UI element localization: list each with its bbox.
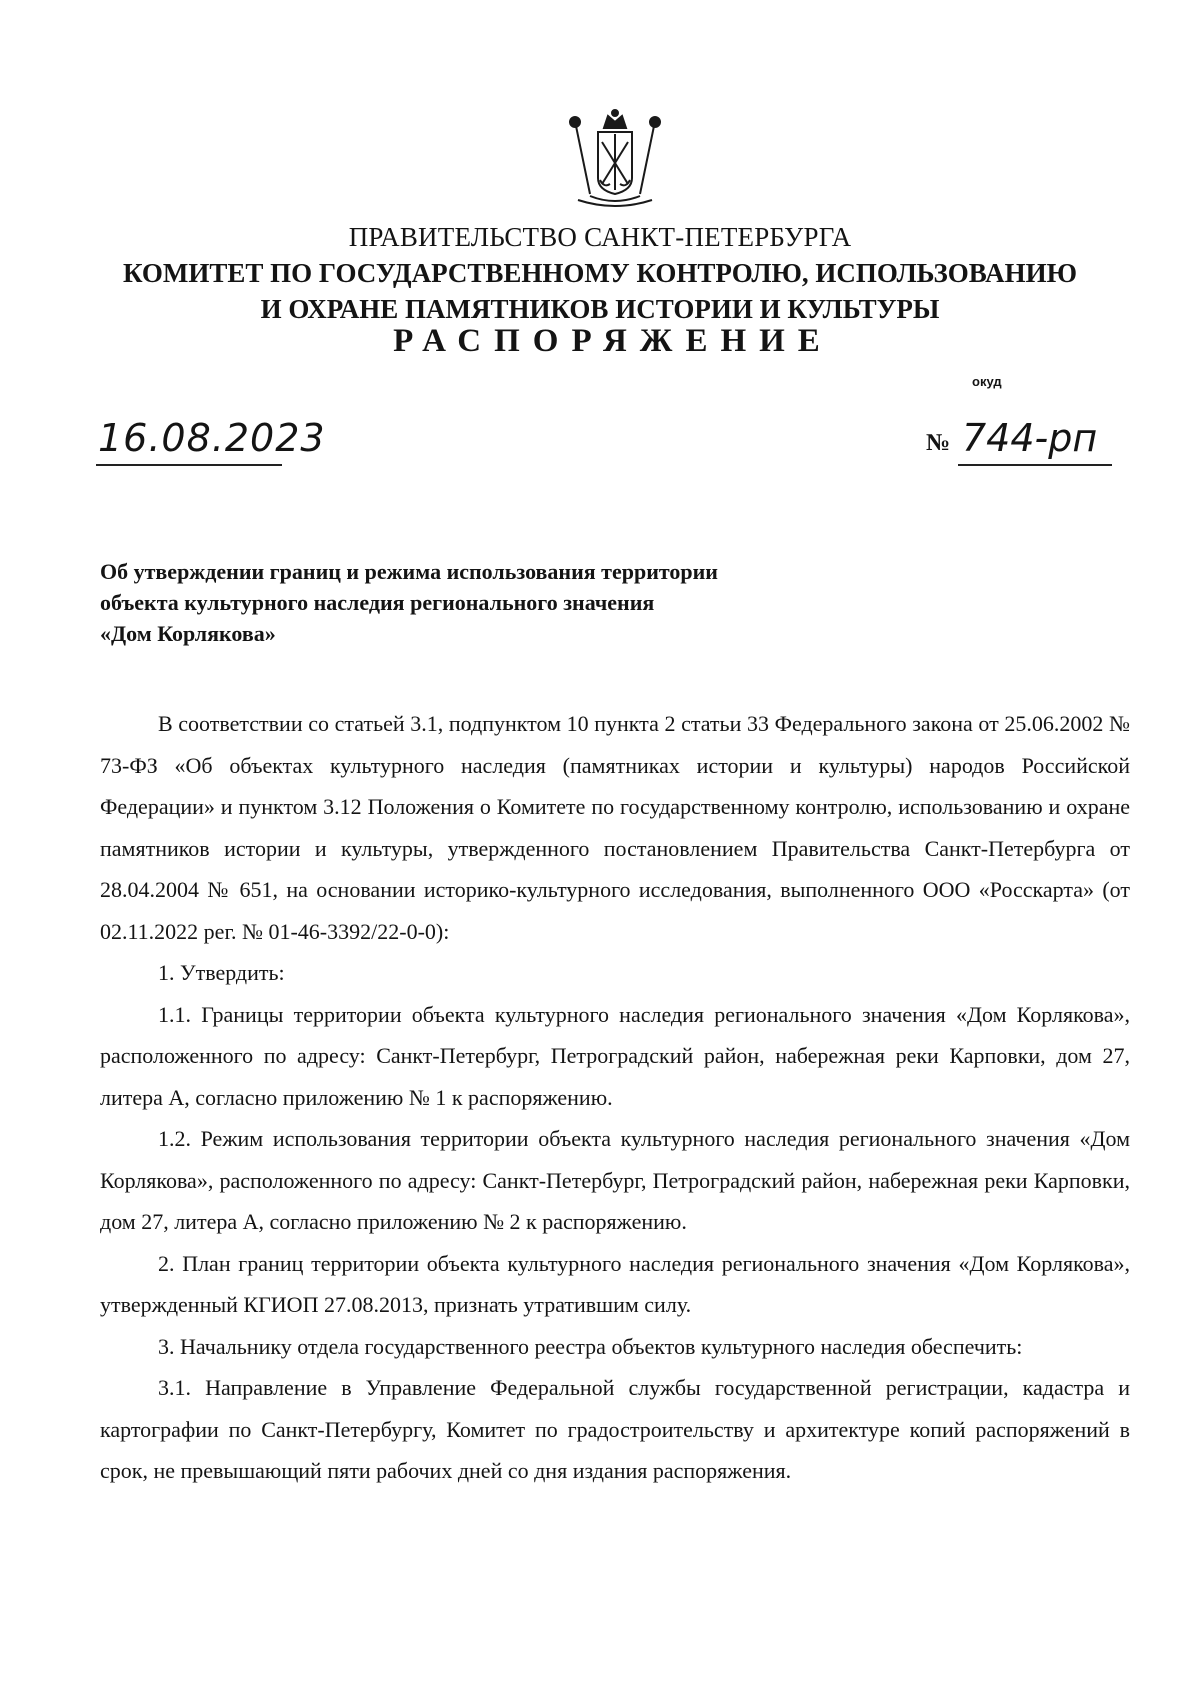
document-body [100, 703, 1130, 1492]
paragraph-2: 2. План границ территории объекта культурного наследия регионального значения «Дом Корлякова», утвержденный КГИОП 27.08.2013, признать утратившим силу. [100, 1250, 1130, 1317]
paragraph-1: 1. Утвердить: [158, 960, 285, 985]
okud-label: окуд [972, 374, 1002, 389]
document-date: 16.08.2023 [98, 416, 326, 460]
date-underline [96, 464, 282, 466]
document-number: 744-рп [962, 416, 1098, 460]
paragraph-3-1: 3.1. Направление в Управление Федеральной службы государственной регистрации, кадастра и картографии по Санкт-Петербургу, Комитет по градостроительству и архитектуре копий распоряжений в срок, не превышающий пяти рабочих дней со дня издания распоряжения. [100, 1375, 1130, 1483]
government-name: ПРАВИТЕЛЬСТВО САНКТ-ПЕТЕРБУРГА [348, 222, 852, 252]
document-type: РАСПОРЯЖЕНИЕ [393, 323, 833, 359]
paragraph-1-2: 1.2. Режим использования территории объекта культурного наследия регионального значения «Дом Корлякова», расположенного по адресу: Санкт-Петербург, Петроградский район, набережная реки Карповки, дом 27, литера А, согласно приложению № 2 к распоряжению. [100, 1126, 1130, 1234]
subject-line-1: Об утверждении границ и режима использования территории [100, 559, 718, 584]
paragraph-3: 3. Начальнику отдела государственного реестра объектов культурного наследия обеспечить: [158, 1333, 1023, 1359]
number-label: № [926, 430, 951, 456]
number-underline [958, 464, 1112, 466]
st-petersburg-coat-of-arms-icon [560, 108, 670, 213]
preamble-paragraph: В соответствии со статьей 3.1, подпунктом 10 пункта 2 статьи 33 Федерального закона от 25.06.2002 № 73-ФЗ «Об объектах культурного наследия (памятниках истории и культуры) народов Российской Федерации» и пунктом 3.12 Положения о Комитете по государственному контролю, использованию и охране памятников истории и культуры, утвержденного постановлением Правительства Санкт-Петербурга от 28.04.2004 № 651, на основании историко-культурного исследования, выполненного ООО «Росскарта» (от 02.11.2022 рег. № 01-46-3392/22-0-0): [100, 711, 1130, 944]
subject-line-3: «Дом Корлякова» [100, 621, 276, 646]
committee-name [0, 255, 1200, 327]
committee-line-2: И ОХРАНЕ ПАМЯТНИКОВ ИСТОРИИ И КУЛЬТУРЫ [260, 294, 940, 324]
paragraph-1-1: 1.1. Границы территории объекта культурного наследия регионального значения «Дом Корлякова», расположенного по адресу: Санкт-Петербург, Петроградский район, набережная реки Карповки, дом 27, литера А, согласно приложению № 1 к распоряжению. [100, 1001, 1130, 1110]
subject-line-2: объекта культурного наследия регионального значения [100, 590, 655, 615]
committee-line-1: КОМИТЕТ ПО ГОСУДАРСТВЕННОМУ КОНТРОЛЮ, ИСПОЛЬЗОВАНИЮ [123, 258, 1077, 288]
document-subject [100, 556, 718, 649]
